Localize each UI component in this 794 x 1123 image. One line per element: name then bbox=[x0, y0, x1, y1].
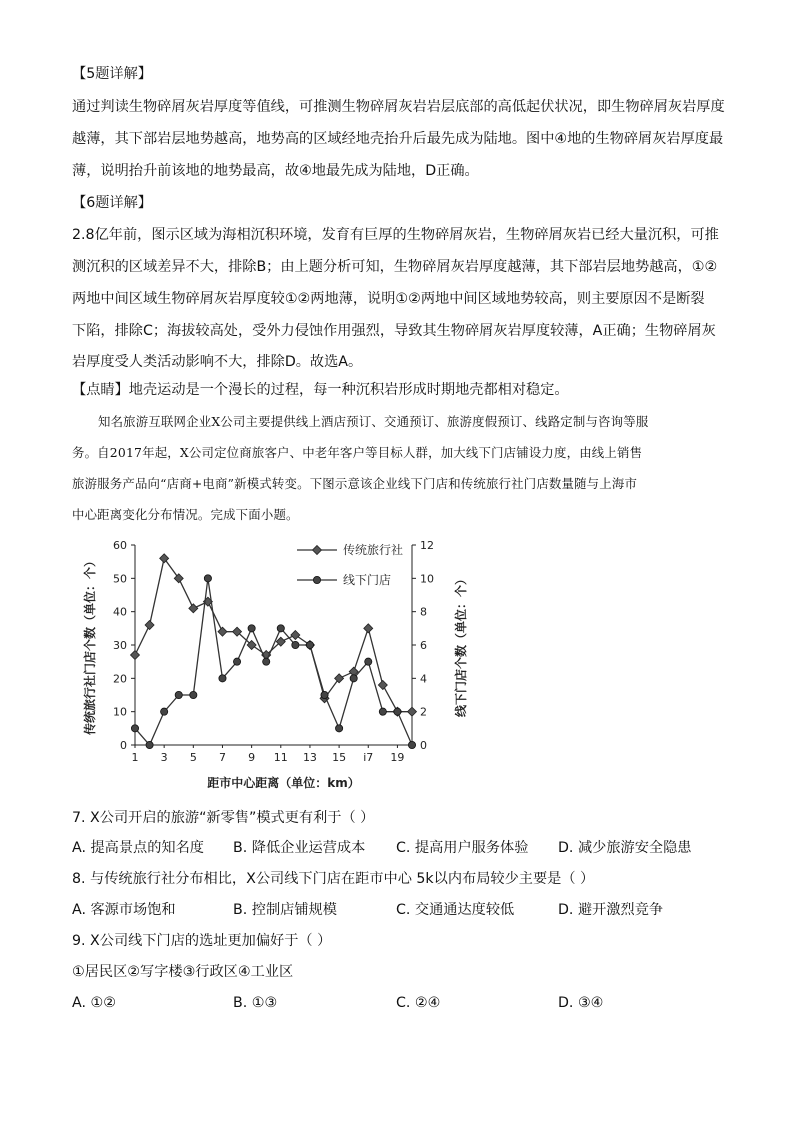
traditional-agency-point bbox=[364, 624, 373, 633]
left-y-tick-label: 40 bbox=[113, 605, 127, 619]
offline-store-point bbox=[233, 658, 240, 665]
right-y-tick-label: 2 bbox=[420, 705, 427, 719]
q6-explanation-line: 测沉积的区域差异不大，排除B；由上题分析可知，生物碎屑灰岩厚度越薄，其下部岩层地势越高，①② bbox=[72, 259, 718, 275]
right-y-tick-label: 4 bbox=[420, 672, 427, 686]
offline-store-point bbox=[321, 691, 328, 698]
offline-store-point bbox=[263, 658, 270, 665]
offline-store-point bbox=[277, 625, 284, 632]
x-axis-label: 距市中心距离（单位：km） bbox=[207, 776, 360, 790]
q6-explanation-header: 【6题详解】 bbox=[72, 195, 152, 211]
traditional-agency-point bbox=[174, 574, 183, 583]
x-tick-label: 3 bbox=[160, 751, 168, 764]
x-tick-label: 13 bbox=[302, 751, 317, 764]
x-tick-label: 1 bbox=[131, 751, 139, 764]
question-9-choices: ①居民区②写字楼③行政区④工业区 bbox=[72, 964, 294, 980]
right-y-axis-label: 线下门店个数（单位：个） bbox=[454, 572, 468, 718]
offline-store-point bbox=[394, 708, 401, 715]
offline-store-point bbox=[350, 675, 357, 682]
left-y-tick-label: 30 bbox=[113, 639, 127, 652]
offline-store-point bbox=[292, 641, 299, 648]
passage-line: 务。自2017年起，X公司定位商旅客户、中老年客户等目标人群，加大线下门店铺设力度，由线上销售 bbox=[72, 445, 643, 460]
question-7-option-c[interactable]: C. 提高用户服务体验 bbox=[396, 840, 529, 856]
q6-explanation-line: 岩厚度受人类活动影响不大，排除D。故选A。 bbox=[72, 354, 363, 370]
left-y-tick-label: 0 bbox=[120, 739, 127, 752]
traditional-agency-point bbox=[335, 674, 344, 683]
traditional-agency-point bbox=[291, 631, 300, 640]
right-y-tick-label: 0 bbox=[420, 739, 427, 752]
left-y-tick-label: 10 bbox=[113, 705, 127, 719]
traditional-agency-point bbox=[189, 604, 198, 613]
x-tick-label: 19 bbox=[390, 751, 405, 764]
traditional-agency-point bbox=[408, 707, 417, 716]
q5-explanation-line: 薄，说明抬升前该地的地势最高，故④地最先成为陆地，D正确。 bbox=[72, 163, 479, 179]
passage-line: 中心距离变化分布情况。完成下面小题。 bbox=[72, 507, 299, 522]
question-9-option-c[interactable]: C. ②④ bbox=[396, 995, 441, 1011]
q5-explanation-header: 【5题详解】 bbox=[72, 66, 152, 82]
offline-store-point bbox=[248, 625, 255, 632]
question-8-option-d[interactable]: D. 避开激烈竞争 bbox=[558, 902, 664, 918]
question-8-option-a[interactable]: A. 客源市场饱和 bbox=[72, 902, 176, 918]
q6-explanation-line: 下陷，排除C；海拔较高处，受外力侵蚀作用强烈，导致其生物碎屑灰岩厚度较薄，A正确；生物碎屑灰 bbox=[72, 323, 716, 339]
left-y-tick-label: 60 bbox=[113, 539, 127, 552]
right-y-tick-label: 10 bbox=[420, 572, 434, 586]
traditional-agency-point bbox=[378, 681, 387, 690]
question-8-option-c[interactable]: C. 交通通达度较低 bbox=[396, 902, 515, 918]
question-9-stem: 9. X公司线下门店的选址更加偏好于（ ） bbox=[72, 933, 332, 949]
offline-store-point bbox=[161, 708, 168, 715]
question-8-stem: 8. 与传统旅行社分布相比，X公司线下门店在距市中心 5k以内布局较少主要是（ ） bbox=[72, 871, 595, 887]
q5-explanation-line: 越薄，其下部岩层地势越高，地势高的区域经地壳抬升后最先成为陆地。图中④地的生物碎屑灰岩厚度最 bbox=[72, 131, 724, 147]
left-y-tick-label: 50 bbox=[113, 572, 127, 586]
x-tick-label: 7 bbox=[218, 751, 226, 764]
right-y-tick-label: 12 bbox=[420, 539, 434, 552]
question-9-option-b[interactable]: B. ①③ bbox=[233, 995, 278, 1011]
passage-line: 知名旅游互联网企业X公司主要提供线上酒店预订、交通预订、旅游度假预订、线路定制与咨询等服 bbox=[98, 414, 649, 429]
traditional-agency-point bbox=[145, 621, 154, 630]
offline-store-point bbox=[175, 691, 182, 698]
offline-store-point bbox=[146, 741, 153, 748]
question-8-option-b[interactable]: B. 控制店铺规模 bbox=[233, 902, 337, 918]
passage-line: 旅游服务产品向“店商+电商”新模式转变。下图示意该企业线下门店和传统旅行社门店数量随与上海市 bbox=[72, 476, 638, 491]
question-7-option-b[interactable]: B. 降低企业运营成本 bbox=[233, 840, 366, 856]
legend-label-offline-store: 线下门店 bbox=[343, 573, 392, 587]
traditional-agency-point bbox=[218, 627, 227, 636]
offline-store-point bbox=[379, 708, 386, 715]
traditional-agency-point bbox=[131, 651, 140, 660]
x-tick-label: 11 bbox=[273, 751, 288, 764]
x-tick-label: 5 bbox=[189, 751, 197, 764]
x-tick-label: 9 bbox=[248, 751, 256, 764]
right-y-tick-label: 6 bbox=[420, 639, 427, 652]
offline-store-point bbox=[365, 658, 372, 665]
q6-explanation-line: 两地中间区域生物碎屑灰岩厚度较①②两地薄，说明①②两地中间区域地势较高，则主要原因不是断裂 bbox=[72, 291, 705, 307]
traditional-agency-point bbox=[160, 554, 169, 563]
left-y-axis-label: 传统旅行社门店个数（单位：个） bbox=[83, 554, 97, 736]
question-9-option-d[interactable]: D. ③④ bbox=[558, 995, 604, 1011]
q6-explanation-line: 2.8亿年前，图示区域为海相沉积环境，发育有巨厚的生物碎屑灰岩，生物碎屑灰岩已经大量沉积，可推 bbox=[72, 227, 719, 243]
store-distribution-chart bbox=[72, 530, 472, 798]
question-7-option-a[interactable]: A. 提高景点的知名度 bbox=[72, 840, 204, 856]
right-y-tick-label: 8 bbox=[420, 605, 427, 619]
offline-store-point bbox=[408, 741, 415, 748]
left-y-tick-label: 20 bbox=[113, 672, 127, 686]
offline-store-point bbox=[219, 675, 226, 682]
q5-explanation-line: 通过判读生物碎屑灰岩厚度等值线，可推测生物碎屑灰岩岩层底部的高低起伏状况，即生物碎屑灰岩厚度 bbox=[72, 99, 725, 115]
offline-store-point bbox=[204, 575, 211, 582]
legend-marker-offline-store bbox=[313, 576, 320, 583]
legend-label-traditional-agency: 传统旅行社 bbox=[343, 543, 404, 557]
offline-store-point bbox=[131, 725, 138, 732]
legend-marker-traditional-agency bbox=[313, 546, 322, 555]
offline-store-point bbox=[336, 725, 343, 732]
x-tick-label: i7 bbox=[363, 751, 374, 764]
question-7-stem: 7. X公司开启的旅游“新零售”模式更有利于（ ） bbox=[72, 810, 375, 826]
tip-line: 【点睛】地壳运动是一个漫长的过程，每一种沉积岩形成时期地壳都相对稳定。 bbox=[72, 382, 569, 398]
question-9-option-a[interactable]: A. ①② bbox=[72, 995, 116, 1011]
offline-store-point bbox=[190, 691, 197, 698]
question-7-option-d[interactable]: D. 减少旅游安全隐患 bbox=[558, 840, 692, 856]
x-tick-label: 15 bbox=[332, 751, 347, 764]
offline-store-point bbox=[306, 641, 313, 648]
